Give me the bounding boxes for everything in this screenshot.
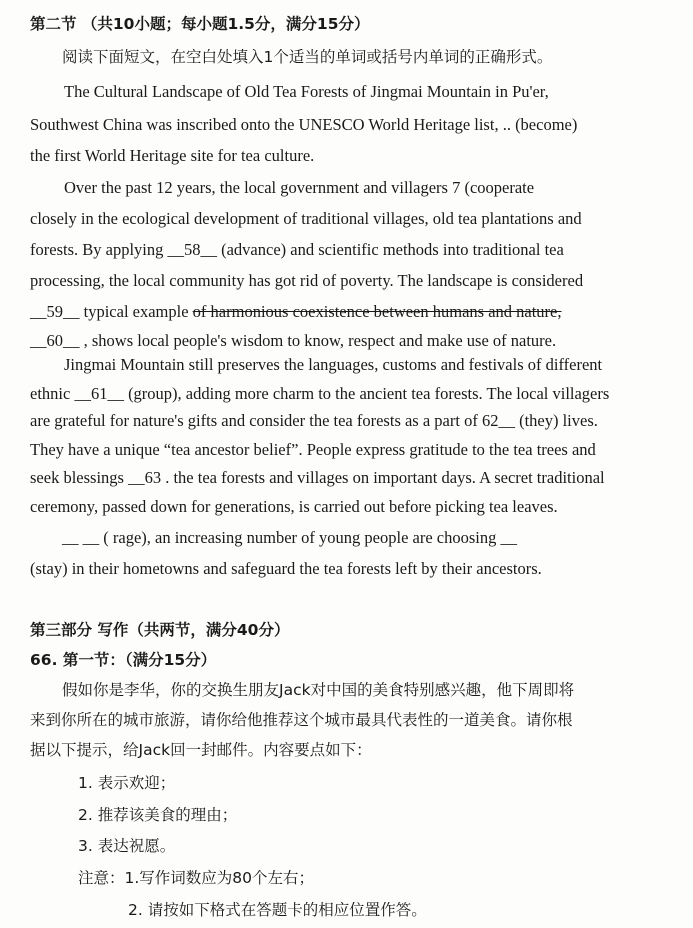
struck-text: of harmonious coexistence between humans and nature, bbox=[192, 302, 562, 321]
passage-line: The Cultural Landscape of Old Tea Forests of Jingmai Mountain in Pu'er, bbox=[64, 82, 549, 101]
part-heading: 第三部分 写作（共两节，满分40分） bbox=[30, 621, 290, 639]
passage-line: __60__ , shows local people's wisdom to know, respect and make use of nature. bbox=[30, 331, 557, 350]
passage-line: the first World Heritage site for tea culture. bbox=[30, 146, 315, 165]
passage-line: seek blessings __63 . the tea forests and villages on important days. A secret traditional bbox=[30, 468, 605, 487]
point-item: 2. 推荐该美食的理由； bbox=[78, 806, 238, 824]
passage-line: processing, the local community has got rid of poverty. The landscape is considered bbox=[30, 271, 584, 290]
passage-fragment: __59__ typical example bbox=[30, 302, 189, 321]
point-item: 1. 表示欢迎； bbox=[78, 774, 176, 792]
passage-line bbox=[30, 302, 562, 322]
passage-line: They have a unique “tea ancestor belief”. People express gratitude to the tea trees and bbox=[30, 440, 596, 459]
prompt-line: 假如你是李华，你的交换生朋友Jack对中国的美食特别感兴趣，他下周即将 bbox=[62, 681, 575, 699]
section-heading: 第二节 （共10小题；每小题1.5分，满分15分） bbox=[30, 15, 370, 33]
question-number: 66. 第一节：（满分15分） bbox=[30, 651, 217, 669]
note-line: 注意：1.写作词数应为80个左右； bbox=[78, 869, 315, 887]
passage-line: Southwest China was inscribed onto the UNESCO World Heritage list, .. (become) bbox=[30, 115, 578, 134]
point-item: 3. 表达祝愿。 bbox=[78, 837, 176, 855]
passage-line: ceremony, passed down for generations, is carried out before picking tea leaves. bbox=[30, 497, 558, 516]
prompt-line: 来到你所在的城市旅游，请你给他推荐这个城市最具代表性的一道美食。请你根 bbox=[30, 711, 573, 729]
passage-line: ethnic __61__ (group), adding more charm to the ancient tea forests. The local villagers bbox=[30, 384, 610, 403]
prompt-line: 据以下提示，给Jack回一封邮件。内容要点如下： bbox=[30, 741, 372, 759]
passage-line: __ __ ( rage), an increasing number of young people are choosing __ bbox=[62, 528, 517, 547]
note-line: 2. 请按如下格式在答题卡的相应位置作答。 bbox=[128, 901, 427, 919]
instruction-text: 阅读下面短文，在空白处填入1个适当的单词或括号内单词的正确形式。 bbox=[62, 48, 553, 66]
passage-line: closely in the ecological development of traditional villages, old tea plantations and bbox=[30, 209, 582, 228]
passage-line: (stay) in their hometowns and safeguard the tea forests left by their ancestors. bbox=[30, 559, 542, 578]
passage-line: are grateful for nature's gifts and consider the tea forests as a part of 62__ (they) lives. bbox=[30, 411, 598, 430]
passage-line: forests. By applying __58__ (advance) and scientific methods into traditional tea bbox=[30, 240, 564, 259]
passage-line: Jingmai Mountain still preserves the languages, customs and festivals of different bbox=[64, 355, 603, 374]
passage-line: Over the past 12 years, the local government and villagers 7 (cooperate bbox=[64, 178, 535, 197]
